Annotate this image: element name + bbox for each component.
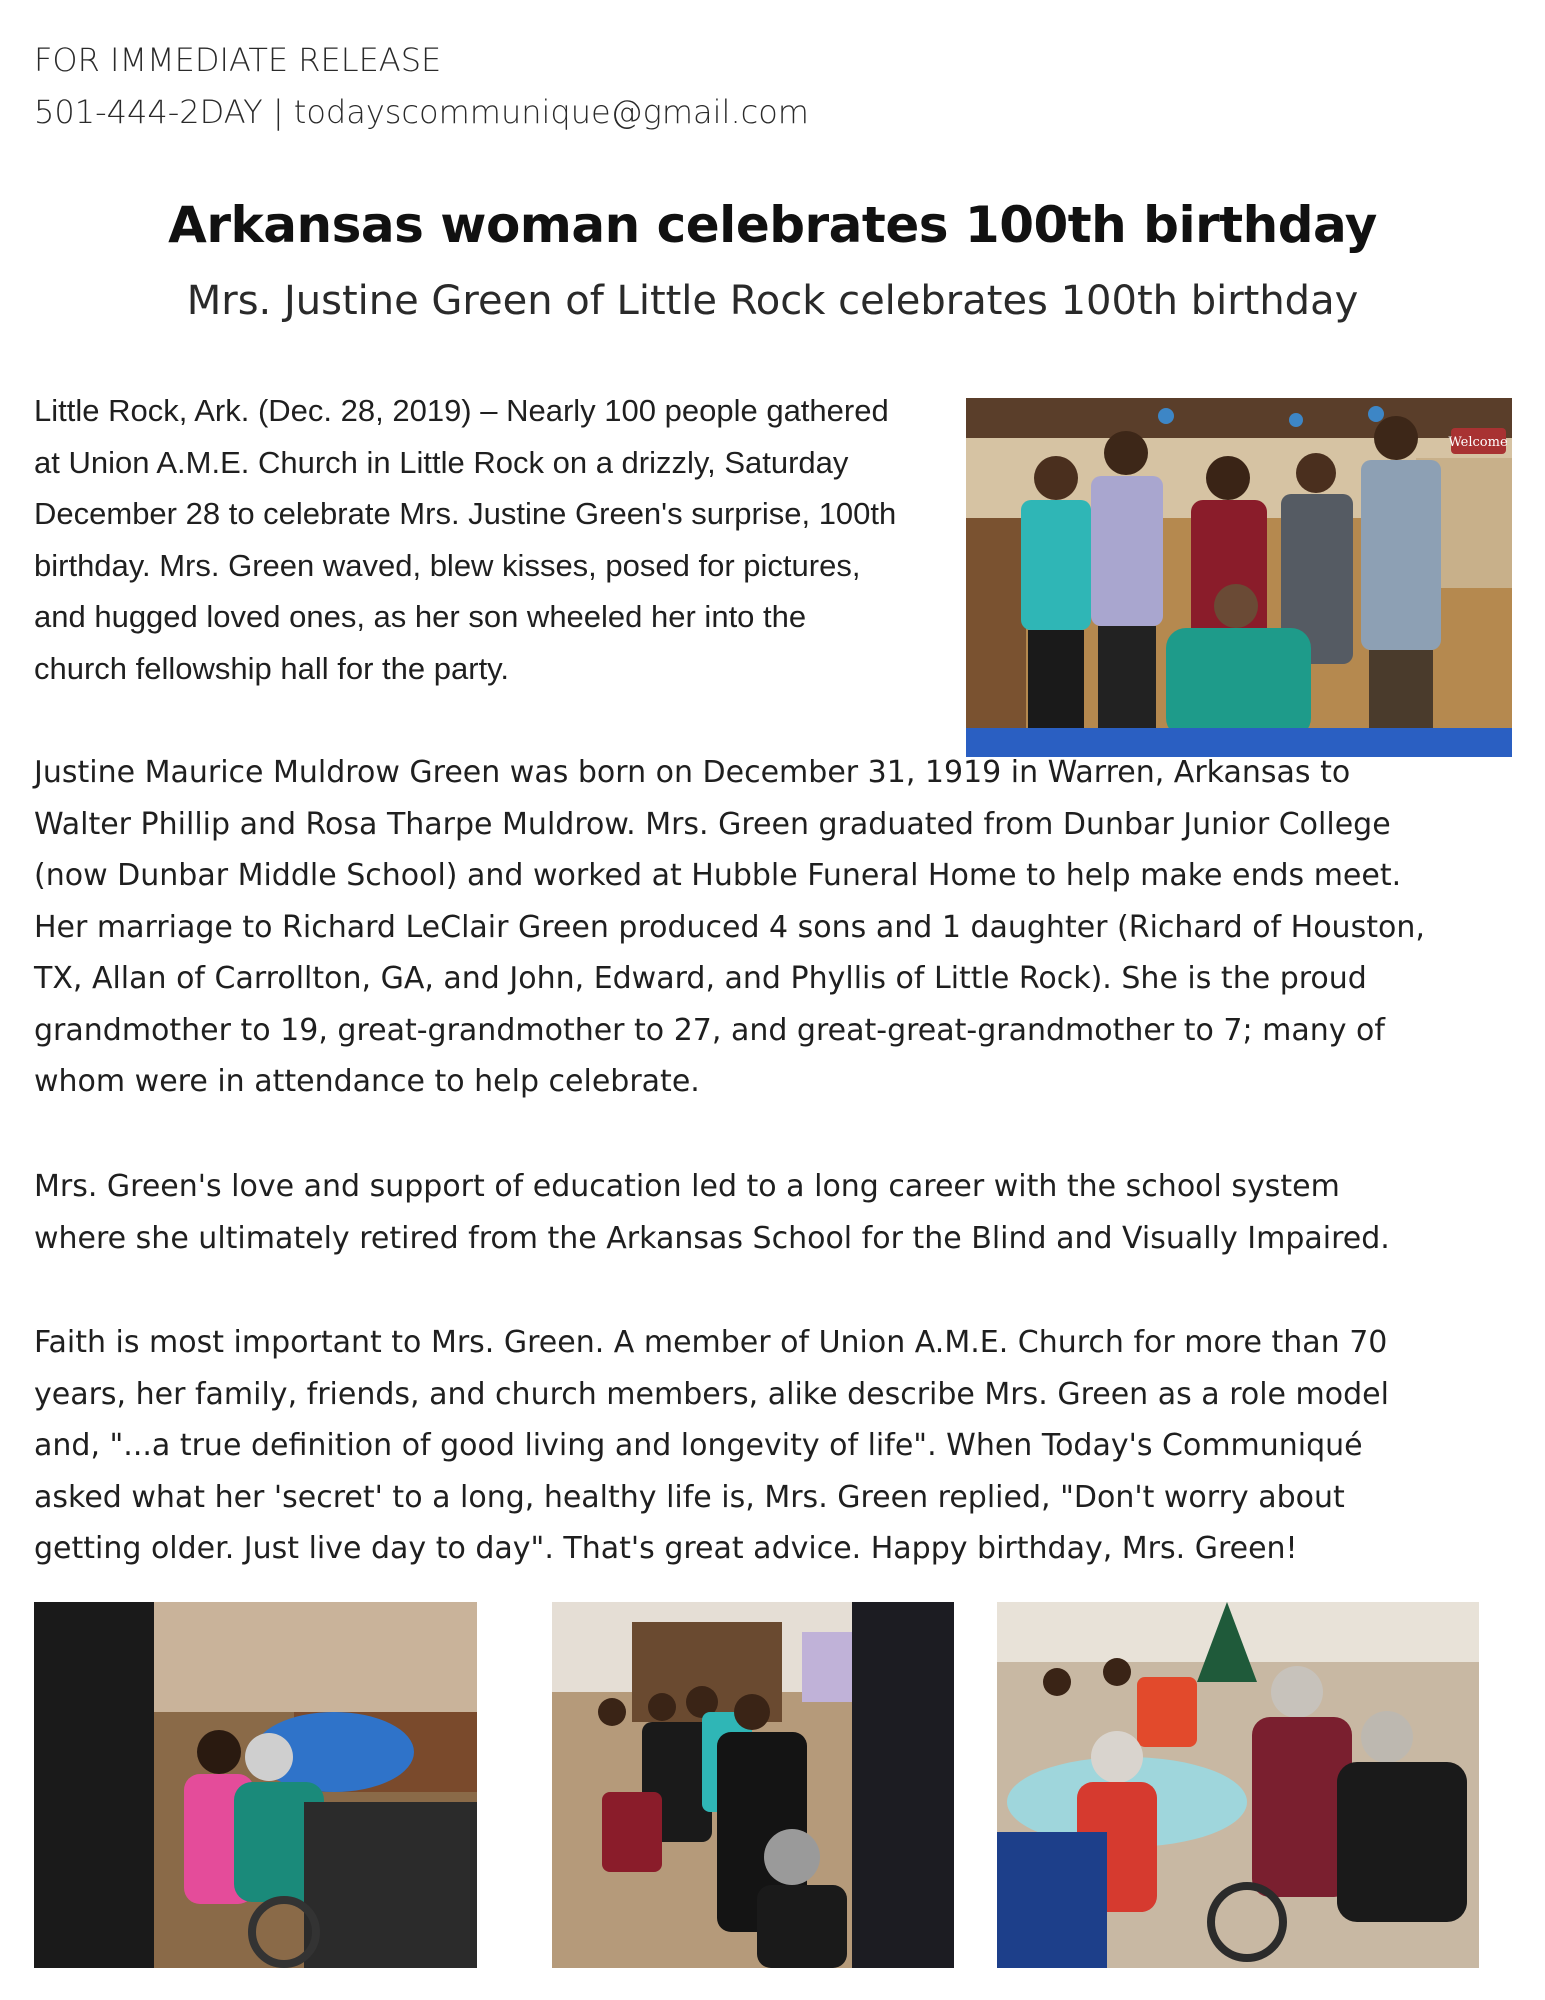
paragraph-line: and, "...a true definition of good living and longevity of life". When Today's Communiqué: [34, 1428, 1363, 1463]
group-photo: [966, 398, 1512, 757]
headline: Arkansas woman celebrates 100th birthday: [168, 196, 1377, 254]
photo-friends: [997, 1602, 1479, 1968]
paragraph-line: birthday. Mrs. Green waved, blew kisses, posed for pictures,: [34, 547, 861, 583]
release-label: FOR IMMEDIATE RELEASE: [34, 41, 442, 79]
paragraph-line: asked what her 'secret' to a long, healthy life is, Mrs. Green replied, "Don't worry about: [34, 1479, 1345, 1515]
paragraph-line: whom were in attendance to help celebrate.: [34, 1064, 700, 1099]
paragraph-line: (now Dunbar Middle School) and worked at Hubble Funeral Home to help make ends meet.: [34, 858, 1402, 893]
paragraph-faith: [34, 1317, 1524, 1575]
welcome-sign: Welcome: [1448, 435, 1508, 450]
paragraph-career: [34, 1161, 1524, 1264]
paragraph-line: TX, Allan of Carrollton, GA, and John, Edward, and Phyllis of Little Rock). She is the proud: [34, 961, 1367, 996]
paragraph-line: Her marriage to Richard LeClair Green produced 4 sons and 1 daughter (Richard of Houston,: [34, 909, 1425, 945]
paragraph-line: at Union A.M.E. Church in Little Rock on a drizzly, Saturday: [34, 444, 849, 480]
subheadline: Mrs. Justine Green of Little Rock celebrates 100th birthday: [186, 278, 1359, 324]
paragraph-line: Little Rock, Ark. (Dec. 28, 2019) – Nearly 100 people gathered: [34, 393, 889, 428]
paragraph-line: where she ultimately retired from the Arkansas School for the Blind and Visually Impaired.: [34, 1220, 1390, 1256]
paragraph-intro: [34, 385, 944, 694]
photo-granddaughter: [34, 1602, 477, 1968]
paragraph-line: Walter Phillip and Rosa Tharpe Muldrow. Mrs. Green graduated from Dunbar Junior College: [34, 806, 1391, 842]
paragraph-line: and hugged loved ones, as her son wheeled her into the: [34, 599, 807, 634]
paragraph-line: Mrs. Green's love and support of education led to a long career with the school system: [34, 1169, 1340, 1204]
paragraph-line: church fellowship hall for the party.: [34, 650, 509, 686]
paragraph-line: grandmother to 19, great-grandmother to 27, and great-great-grandmother to 7; many of: [34, 1012, 1385, 1048]
paragraph-line: years, her family, friends, and church members, alike describe Mrs. Green as a role model: [34, 1376, 1389, 1412]
paragraph-line: getting older. Just live day to day". That's great advice. Happy birthday, Mrs. Green!: [34, 1531, 1298, 1566]
paragraph-line: Faith is most important to Mrs. Green. A member of Union A.M.E. Church for more than 70: [34, 1325, 1388, 1360]
paragraph-line: December 28 to celebrate Mrs. Justine Green's surprise, 100th: [34, 496, 897, 531]
photo-guests: [552, 1602, 954, 1968]
contact-line: 501-444-2DAY | todayscommunique@gmail.com: [34, 93, 809, 131]
paragraph-line: Justine Maurice Muldrow Green was born on December 31, 1919 in Warren, Arkansas to: [34, 755, 1351, 790]
paragraph-biography: [34, 747, 1524, 1108]
